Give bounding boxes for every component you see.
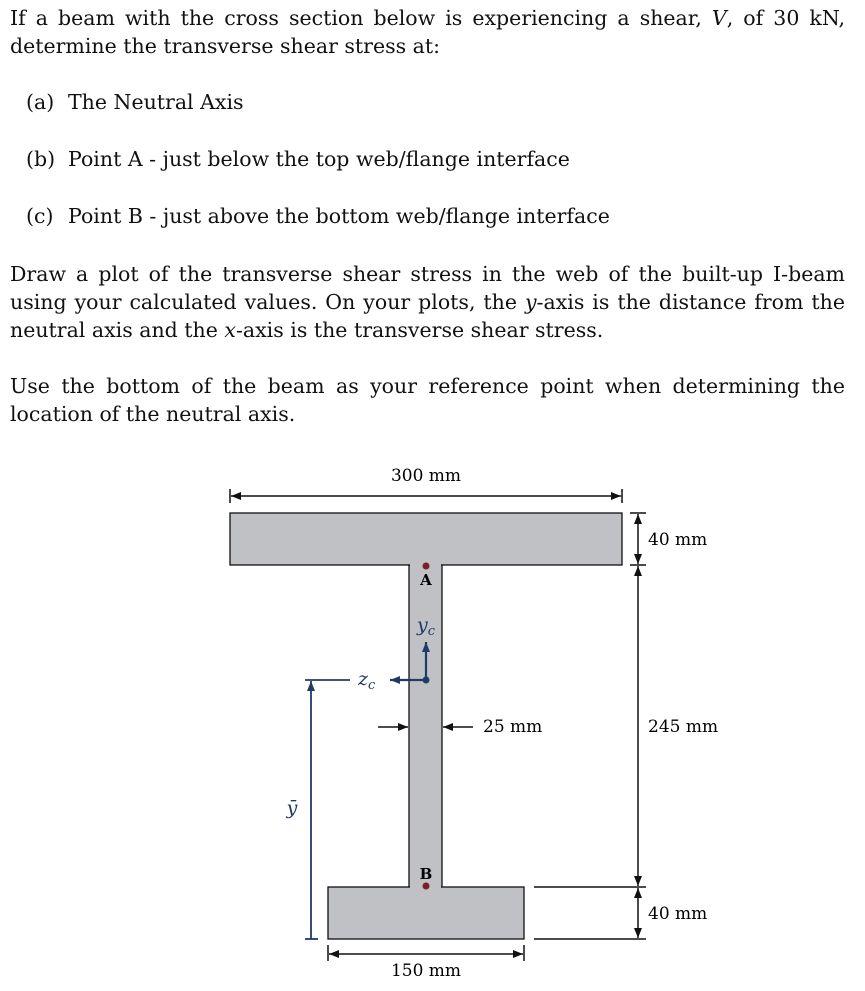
point-b-label: B	[419, 865, 433, 883]
axis-z-label: $z_c$	[358, 668, 376, 693]
reference-note: Use the bottom of the beam as your reference point when determining the location of the neutral axis.	[10, 374, 845, 426]
dim-top-thickness-label: 40 mm	[648, 530, 708, 550]
dimension-web-thickness	[378, 717, 542, 737]
dim-150-label: 150 mm	[390, 961, 462, 981]
shear-symbol: V	[711, 6, 727, 30]
ybar-label: ȳ	[286, 797, 298, 819]
point-a-marker	[423, 563, 430, 570]
point-b-marker	[423, 883, 430, 890]
dimension-top-width	[230, 466, 622, 503]
dim-300-label: 300 mm	[390, 466, 462, 486]
problem-intro: If a beam with the cross section below is experiencing a shear, V, of 30 kN, determine the transverse shear stress at:	[10, 6, 845, 58]
centroid-point	[423, 677, 430, 684]
dim-web-thickness-label: 25 mm	[483, 717, 543, 737]
plot-instructions: Draw a plot of the transverse shear stress in the web of the built-up I-beam using your calculated values. On your plots, the y-axis is the distance from the neutral axis and the x-axis is the transverse shear stress.	[10, 262, 845, 342]
part-b: (b) Point A - just below the top web/flange interface	[26, 147, 570, 171]
top-flange	[230, 513, 622, 565]
bottom-flange	[328, 887, 524, 939]
point-a-label: A	[420, 571, 432, 589]
part-a: (a) The Neutral Axis	[26, 90, 244, 114]
dimension-right-heights	[534, 513, 718, 939]
dim-bottom-thickness-label: 40 mm	[648, 904, 708, 924]
axis-y-label: $y_c$	[417, 614, 436, 639]
dimension-bottom-width	[328, 945, 524, 981]
dim-web-height-label: 245 mm	[648, 717, 719, 737]
part-c: (c) Point B - just above the bottom web/flange interface	[26, 204, 610, 228]
